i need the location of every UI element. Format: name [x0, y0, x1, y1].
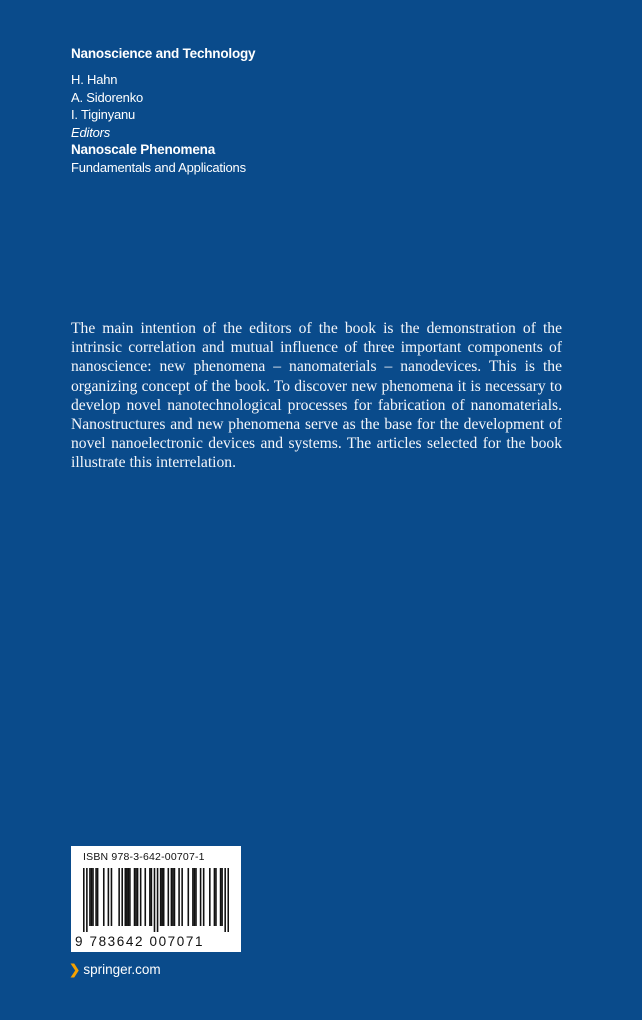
- barcode-bar: [134, 868, 136, 926]
- barcode-bar: [118, 868, 120, 926]
- barcode-bar: [224, 868, 226, 932]
- chevron-right-icon: ❯: [69, 962, 81, 977]
- barcode-bar: [227, 868, 229, 932]
- barcode-bar: [215, 868, 217, 926]
- barcode-bar: [91, 868, 93, 926]
- barcode-bar: [149, 868, 151, 926]
- barcode-bar: [121, 868, 123, 926]
- barcode-bar: [200, 868, 202, 926]
- editor-name: I. Tiginyanu: [71, 107, 136, 122]
- series-title: Nanoscience and Technology: [71, 46, 256, 61]
- barcode-bar: [151, 868, 153, 926]
- barcode-bar: [168, 868, 170, 926]
- barcode-bar: [203, 868, 205, 926]
- ean-digits: 9 783642 007071: [75, 934, 205, 949]
- barcode-bar: [95, 868, 97, 926]
- barcode-bar: [188, 868, 190, 926]
- barcode-bar: [97, 868, 99, 926]
- barcode-bar: [92, 868, 94, 926]
- barcode-bar: [129, 868, 131, 926]
- barcode-bar: [89, 868, 91, 926]
- barcode-bar: [163, 868, 165, 926]
- barcode-bar: [178, 868, 180, 926]
- barcode-bar: [195, 868, 197, 926]
- publisher-link[interactable]: [69, 962, 161, 978]
- barcode-bar: [144, 868, 146, 926]
- barcode-bar: [171, 868, 173, 926]
- barcode-bar: [83, 868, 85, 932]
- barcode-bar: [192, 868, 194, 926]
- barcode-bar: [160, 868, 162, 926]
- isbn-barcode: [71, 846, 241, 952]
- barcode-bar: [220, 868, 222, 926]
- barcode-bar: [221, 868, 223, 926]
- barcode-icon: [83, 868, 229, 932]
- barcode-bar: [103, 868, 105, 926]
- barcode-bar: [126, 868, 128, 926]
- barcode-bar: [154, 868, 156, 932]
- book-description: The main intention of the editors of the book is the demonstration of the intrinsic correlation and mutual influence of three important components of nanoscience: new phenomena – nanomaterials – nanodevices. This is the organizing concept of the book. To discover new phenomena it is necessary to develop novel nanotechnological processes for fabrication of nanomaterials. Nanostructures and new phenomena serve as the base for the development of novel nanoelectronic devices and systems. The articles selected for the book illustrate this interrelation.: [71, 320, 562, 472]
- editors-role: Editors: [71, 124, 111, 140]
- barcode-bar: [128, 868, 130, 926]
- barcode-bar: [108, 868, 110, 926]
- editor-name: H. Hahn: [71, 72, 118, 87]
- barcode-bar: [135, 868, 137, 926]
- barcode-bar: [181, 868, 183, 926]
- barcode-bar: [161, 868, 163, 926]
- barcode-bar: [86, 868, 88, 932]
- barcode-bar: [172, 868, 174, 926]
- isbn-label: ISBN 978-3-642-00707-1: [83, 851, 205, 863]
- book-subtitle: Fundamentals and Applications: [71, 159, 246, 175]
- barcode-bar: [157, 868, 159, 932]
- publisher-url[interactable]: springer.com: [83, 962, 161, 977]
- barcode-bar: [214, 868, 216, 926]
- cover-header: [71, 45, 371, 176]
- book-title: Nanoscale Phenomena: [71, 142, 216, 157]
- editor-name: A. Sidorenko: [71, 89, 144, 105]
- barcode-bar: [124, 868, 126, 926]
- barcode-bar: [209, 868, 211, 926]
- editor-list: [71, 71, 371, 141]
- barcode-bar: [194, 868, 196, 926]
- barcode-bar: [140, 868, 142, 926]
- barcode-bar: [111, 868, 113, 926]
- barcode-bar: [137, 868, 139, 926]
- barcode-bar: [174, 868, 176, 926]
